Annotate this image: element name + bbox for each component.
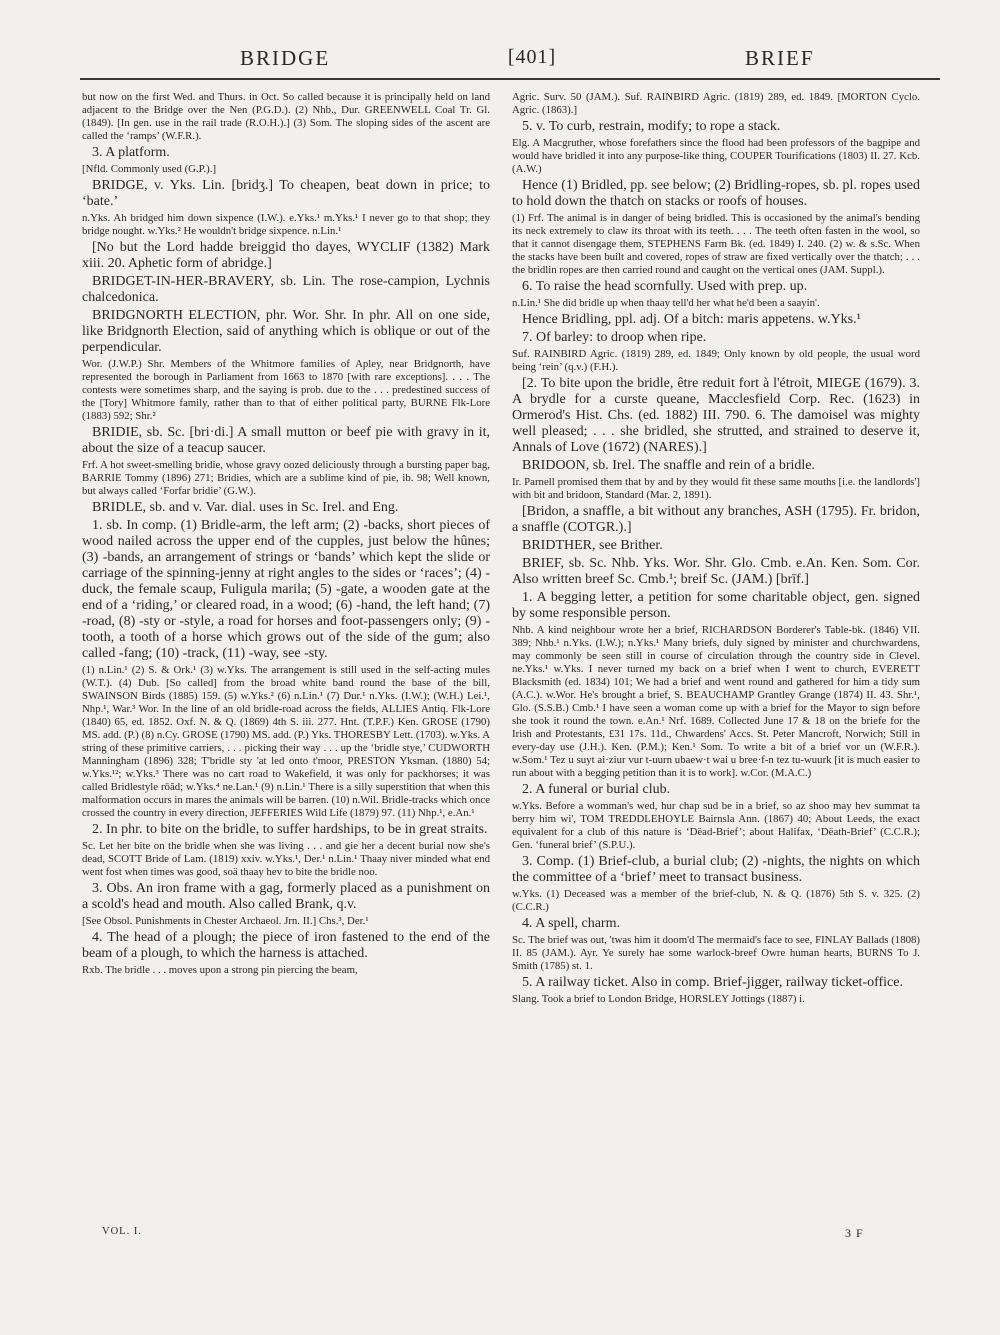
entry-paragraph: 1. sb. In comp. (1) Bridle-arm, the left arm; (2) -backs, short pieces of wood nailed across the upper end of the cupples, just below the hûnes; (3) -bands, an arrangement of strings or ‘bands’ which kept the slide or carriage of the spinning-jenny at right angles to the sides or ‘races’; (4) -duck, the female scaup, Fuligula marila; (5) -gate, a wooden gate at the end of a ‘riding,’ or cleared road, in a wood; (6) -hand, the left hand; (7) -road, (8) -sty or -style, a road for horses and foot-passengers only; (9) -tooth, a tooth of a horse which grows out of the side of the gum; also called -fang; (10) -track, (11) -way, see -sty.: [82, 518, 490, 661]
running-header: [80, 46, 940, 76]
citation-paragraph: [Nfld. Commonly used (G.P.).]: [82, 163, 217, 175]
entry-paragraph: 2. A funeral or burial club.: [522, 782, 671, 797]
page-number: [401]: [507, 46, 557, 68]
entry-paragraph: 4. The head of a plough; the piece of iron fastened to the end of the beam of a plough, to which the harness is attached.: [82, 930, 490, 961]
entry-paragraph: 5. v. To curb, restrain, modify; to rope a stack.: [522, 119, 781, 134]
citation-paragraph: but now on the first Wed. and Thurs. in Oct. So called because it is principally held on land adjacent to the Bridge over the Nen (P.G.D.). (2) Nhb., Dur. GREENWELL Coal Tr. Gl. (1849). [In gen. use in the rail trade (R.O.H.).] (3) Som. The sloping sides of the ascent are called the ‘ramps’ (W.F.R.).: [82, 91, 490, 142]
left-column: [82, 89, 490, 1249]
citation-paragraph: Nhb. A kind neighbour wrote her a brief, RICHARDSON Borderer's Table-bk. (1846) VII. 389; Nhb.¹ n.Yks. (I.W.); n.Yks.¹ Many briefs, duly signed by minister and churchwardens, may commonly be seen still in course of circulation through the country side in Clevel. ne.Yks.¹ w.Yks. I never turned my back on a brief when I went to church, EVERETT Blacksmith (ed. 1834) 101; We had a brief and went round and gathered for him a tidy sum (A.C.). w.Wor. He's brought a brief, S. BEAUCHAMP Grantley Grange (1874) II. 43. Shr.¹, Glo. (S.S.B.) Cmb.¹ I have seen a woman come up with a brief for the Mayor to sign before she took it round the town. e.An.¹ Nrf. 1689. Collected June 17 & 18 on the briefe for the Irish and Protestants, £31 17s. 11d., Chwardens' Accs. St. Peter Mancroft, Norwich; Still in every-day use (J.H.). Ken. (P.M.); Ken.¹ Som. To write a bit of a brief vor un (W.F.R.). w.Som.¹ Tez u suyt ai·ziur vur t-uurn ubaew·t wai u bree·f-n tez tu-wuurk [it is much easier to run about with a begging petition than it is to work]. w.Cor. (M.A.C.): [512, 624, 920, 779]
citation-paragraph: n.Yks. Ah bridged him down sixpence (I.W.). e.Yks.¹ m.Yks.¹ I never go to that shop; they bridge nought. w.Yks.² He wouldn't bridge sixpence. n.Lin.¹: [82, 212, 490, 237]
entry-paragraph: [No but the Lord hadde breiggid tho dayes, WYCLIF (1382) Mark xiii. 20. Aphetic form of abridge.]: [82, 240, 490, 271]
entry-paragraph: BRIDOON, sb. Irel. The snaffle and rein of a bridle.: [522, 458, 816, 473]
header-rule: [80, 78, 940, 80]
entry-paragraph: BRIDGET-IN-HER-BRAVERY, sb. Lin. The rose-campion, Lychnis chalcedonica.: [82, 274, 490, 305]
citation-paragraph: [See Obsol. Punishments in Chester Archaeol. Jrn. II.] Chs.³, Der.¹: [82, 915, 369, 927]
citation-paragraph: Sc. The brief was out, 'twas him it doom'd The mermaid's face to see, FINLAY Ballads (1808) II. 85 (JAM.). Ayr. Ye surely hae some warlock-breef Owre human hearts, BURNS To J. Smith (1785) st. 1.: [512, 934, 920, 972]
entry-paragraph: BRIDTHER, see Brither.: [522, 538, 663, 553]
entry-paragraph: [Bridon, a snaffle, a bit without any branches, ASH (1795). Fr. bridon, a snaffle (COTGR.).]: [512, 504, 920, 535]
volume-label: VOL. I.: [102, 1226, 142, 1237]
entry-paragraph: 3. Comp. (1) Brief-club, a burial club; (2) -nights, the nights on which the committee of a ‘brief’ meet to transact business.: [512, 854, 920, 885]
entry-paragraph: 3. A platform.: [92, 145, 170, 160]
entry-paragraph: 6. To raise the head scornfully. Used with prep. up.: [522, 279, 808, 294]
entry-paragraph: BRIDGE, v. Yks. Lin. [bridʒ.] To cheapen, beat down in price; to ‘bate.’: [82, 178, 490, 209]
entry-paragraph: 7. Of barley: to droop when ripe.: [522, 330, 707, 345]
right-column: [512, 89, 920, 1249]
entry-paragraph: 5. A railway ticket. Also in comp. Brief-jigger, railway ticket-office.: [522, 975, 903, 990]
right-headword: BRIEF: [745, 46, 815, 70]
entry-paragraph: [2. To bite upon the bridle, être reduit fort à l'étroit, MIEGE (1679). 3. A brydle for a curste queane, Macclesfield Corp. Rec. (1623) in Ormerod's Hist. Chs. (ed. 1882) III. 790. 6. The damoisel was mighty well pleased; . . . she bridled, she strutted, and strained to deserve it, Annals of Love (1672) (NARES).]: [512, 376, 920, 455]
citation-paragraph: Rxb. The bridle . . . moves upon a strong pin piercing the beam,: [82, 964, 358, 976]
entry-paragraph: 1. A begging letter, a petition for some charitable object, gen. signed by some responsible person.: [512, 590, 920, 621]
citation-paragraph: Frf. A hot sweet-smelling bridie, whose gravy oozed deliciously through a bursting paper bag, BARRIE Tommy (1896) 271; Bridies, which are a sublime kind of pie, ib. 98; Well known, but always called ‘Forfar bridie’ (G.W.).: [82, 459, 490, 497]
citation-paragraph: Ir. Parnell promised them that by and by they would fit these same mouths [i.e. the landlords'] with bit and bridoon, Standard (Mar. 2, 1891).: [512, 476, 920, 501]
entry-paragraph: 3. Obs. An iron frame with a gag, formerly placed as a punishment on a scold's head and mouth. Also called Brank, q.v.: [82, 881, 490, 912]
citation-paragraph: n.Lin.¹ She did bridle up when thaay tell'd her what he'd been a saayin'.: [512, 297, 820, 309]
entry-paragraph: BRIDIE, sb. Sc. [bri·di.] A small mutton or beef pie with gravy in it, about the size of a teacup saucer.: [82, 425, 490, 456]
entry-paragraph: BRIDLE, sb. and v. Var. dial. uses in Sc. Irel. and Eng.: [92, 500, 399, 515]
citation-paragraph: Agric. Surv. 50 (JAM.). Suf. RAINBIRD Agric. (1819) 289, ed. 1849. [MORTON Cyclo. Agric. (1863).]: [512, 91, 920, 116]
signature-mark: 3 F: [845, 1226, 864, 1240]
citation-paragraph: Elg. A Macgruther, whose forefathers since the flood had been professors of the bagpipe and would have bridled it into any purpose-like thing, COUPER Tourifications (1803) II. 27. Kcb. (A.W.): [512, 137, 920, 175]
left-headword: BRIDGE: [240, 46, 331, 70]
citation-paragraph: w.Yks. (1) Deceased was a member of the brief-club, N. & Q. (1876) 5th S. v. 325. (2) (C.C.R.): [512, 888, 920, 913]
citation-paragraph: Sc. Let her bite on the bridle when she was living . . . and gie her a decent burial now she's dead, SCOTT Bride of Lam. (1819) xxiv. w.Yks.¹, Der.¹ n.Lin.¹ Thaay niver minded what end went fost when times was good, soä thaay hev to bite the bridle noo.: [82, 840, 490, 878]
citation-paragraph: w.Yks. Before a womman's wed, hur chap sud be in a brief, so az shoo may hev summat ta berry him wi', TOM TREDDLEHOYLE Bairnsla Ann. (1867) 40; About Leeds, the exact equivalent for a club of this nature is ‘Dëad-Brief’; about Halifax, ‘Dëath-Brief’ (C.C.R.); Gen. ‘funeral brief’ (S.P.U.).: [512, 800, 920, 851]
entry-paragraph: Hence (1) Bridled, pp. see below; (2) Bridling-ropes, sb. pl. ropes used to hold down the thatch on stacks or roofs of houses.: [512, 178, 920, 209]
entry-paragraph: Hence Bridling, ppl. adj. Of a bitch: maris appetens. w.Yks.¹: [522, 312, 861, 327]
entry-paragraph: 4. A spell, charm.: [522, 916, 620, 931]
entry-paragraph: BRIDGNORTH ELECTION, phr. Wor. Shr. In phr. All on one side, like Bridgnorth Election, said of anything which is oblique or out of the perpendicular.: [82, 308, 490, 355]
citation-paragraph: Suf. RAINBIRD Agric. (1819) 289, ed. 1849; Only known by old people, the usual word being ‘rein’ (q.v.) (F.H.).: [512, 348, 920, 373]
citation-paragraph: (1) Frf. The animal is in danger of being bridled. This is occasioned by the animal's bending its neck extremely to claw its throat with its teeth. . . . The teeth often fasten in the wool, so that it cannot disengage them, STEPHENS Farm Bk. (ed. 1849) I. 240. (2) w. & s.Sc. When the stacks have been built and covered, ropes of straw are fixed vertically over the thatch; . . . the bridlin ropes are then carried round and caught on the vertical ones (JAM. Suppl.).: [512, 212, 920, 276]
entry-paragraph: 2. In phr. to bite on the bridle, to suffer hardships, to be in great straits.: [92, 822, 488, 837]
entry-paragraph: BRIEF, sb. Sc. Nhb. Yks. Wor. Shr. Glo. Cmb. e.An. Ken. Som. Cor. Also written breef Sc. Cmb.¹; breif Sc. (JAM.) [brīf.]: [512, 556, 920, 587]
citation-paragraph: Wor. (J.W.P.) Shr. Members of the Whitmore families of Apley, near Bridgnorth, have represented the borough in Parliament from 1663 to 1870 [with rare exceptions]. . . . The contests were sometimes sharp, and the saying is prob. due to the . . . predestined success of the [Tory] Whitmore family, rather than to that of either political party, BURNE Flk-Lore (1883) 592; Shr.²: [82, 358, 490, 422]
citation-paragraph: (1) n.Lin.¹ (2) S. & Ork.¹ (3) w.Yks. The arrangement is still used in the self-acting mules (W.T.). (4) Dub. [So called] from the broad white band round the base of the bill, SWAINSON Birds (1885) 159. (5) w.Yks.² (6) n.Lin.¹ (7) Dur.¹ n.Yks. (I.W.); (W.H.) Lei.¹, Nhp.¹, War.³ Wor. In the line of an old bridle-road across the fields, ALLIES Antiq. Flk-Lore (1840) 65, ed. 1852. Oxf. N. & Q. (1869) 4th S. iii. 277. Hnt. (T.P.F.) Ken. GROSE (1790) MS. add. (P.) (8) n.Cy. GROSE (1790) MS. add. (P.) Yks. THORESBY Lett. (1703). w.Yks. A string of these primitive carriers, . . . picking their way . . . up the ‘bridle stye,’ CUDWORTH Manningham (1896) 328; T'bridle sty 'at led onto t'moor, PRESTON Yksman. (1880) 54; w.Yks.¹²; w.Yks.³ There was no cart road to Wakefield, it was only for packhorses; it was called Bridlestyle rōăd; w.Yks.⁴ ne.Lan.¹ (9) n.Lin.¹ There is a silly superstition that when this malformation occurs in mares the animals will be barren. (10) n.Wil. Bridle-tracks which once crossed the country in every direction, JEFFERIES Wild Life (1879) 97. (11) Nhp.¹, e.An.¹: [82, 664, 490, 819]
citation-paragraph: Slang. Took a brief to London Bridge, HORSLEY Jottings (1887) i.: [512, 993, 805, 1005]
